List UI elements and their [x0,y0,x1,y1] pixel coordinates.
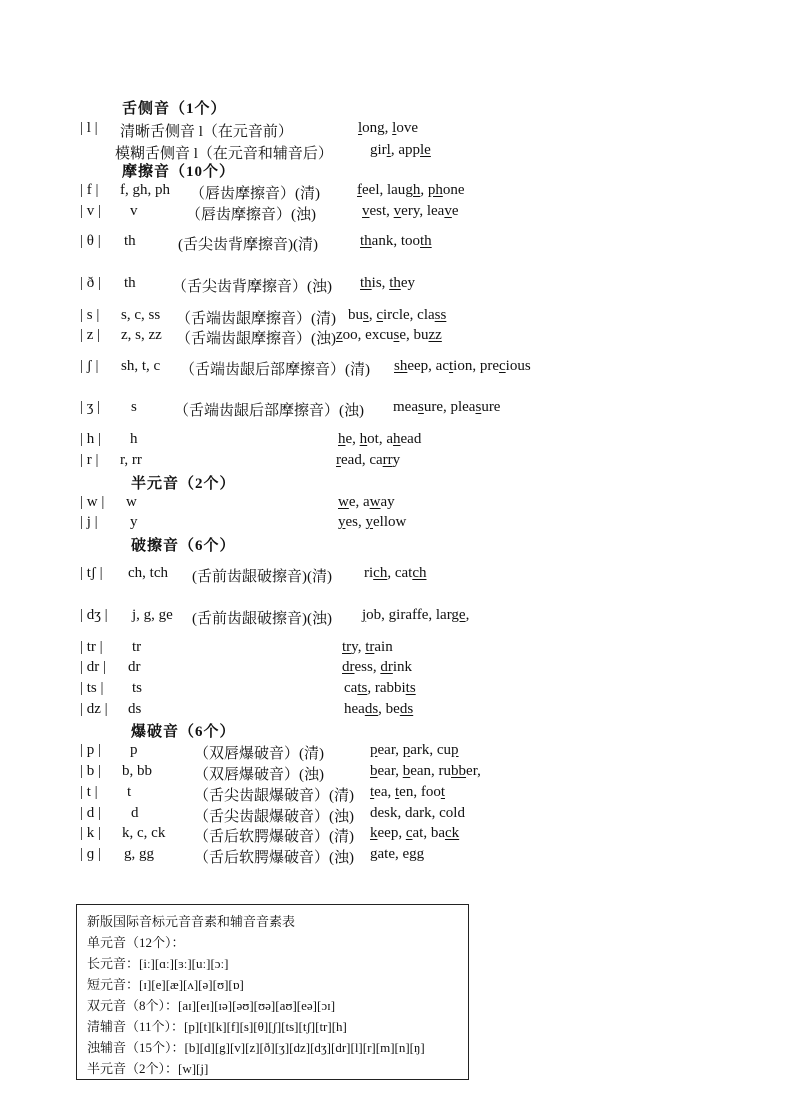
phoneme-description: （舌尖齿龈爆破音）(浊) [194,809,354,825]
phoneme-description: （舌端齿龈后部摩擦音）(浊) [174,403,364,419]
phoneme-description: （舌尖齿背摩擦音）(浊) [172,279,332,295]
phoneme-description: （舌后软腭爆破音）(浊) [194,850,354,866]
phoneme-examples: feel, laugh, phone [357,182,465,198]
phoneme-examples: this, they [360,275,416,291]
phoneme-symbol: | ɡ | [80,846,102,862]
box-long-vowels: 长元音：[iː][ɑː][ɜː][uː][ɔː] [87,956,229,971]
phoneme-examples: desk, dark, cold [370,805,465,821]
phoneme-examples: dress, drink [342,659,413,675]
heading-plosive: 爆破音（6个） [131,724,236,740]
phoneme-spelling: th [124,275,136,291]
phoneme-spelling: p [130,742,138,758]
heading-fricative: 摩擦音（10个） [122,164,236,180]
box-short-vowels: 短元音：[ɪ][e][æ][ʌ][ə][ʊ][ɒ] [87,977,244,992]
phoneme-examples: tea, ten, foot [370,784,445,800]
phoneme-examples: try, train [342,639,393,655]
phoneme-spelling: z, s, zz [121,327,162,343]
phoneme-symbol: | z | [80,327,101,343]
phoneme-description: (舌尖齿背摩擦音)(清) [178,237,318,253]
phoneme-symbol: | r | [80,452,99,468]
phoneme-spelling: 模糊舌侧音 l（在元音和辅音后） [115,146,333,162]
phoneme-symbol: | dʒ | [80,607,108,623]
phoneme-description: （双唇爆破音）(清) [194,746,324,762]
phoneme-symbol: | t | [80,784,98,800]
phoneme-examples: girl, apple [370,142,431,158]
phoneme-spelling: ts [132,680,143,696]
box-semivowels: 半元音（2个）：[w][j] [87,1061,209,1076]
phoneme-spelling: r, rr [120,452,142,468]
phoneme-spelling: d [131,805,139,821]
phoneme-examples: we, away [338,494,395,510]
phoneme-symbol: | dr | [80,659,107,675]
phoneme-spelling: 清晰舌侧音 l（在元音前） [120,124,293,140]
phoneme-symbol: | j | [80,514,98,530]
phoneme-examples: pear, park, cup [370,742,459,758]
phoneme-spelling: dr [128,659,141,675]
phoneme-examples: job, giraffe, large, [362,607,470,623]
phoneme-description: （舌后软腭爆破音）(清) [194,829,354,845]
phoneme-spelling: j, g, ge [132,607,173,623]
phoneme-spelling: k, c, ck [122,825,166,841]
phoneme-examples: vest, very, leave [362,203,459,219]
phoneme-description: (舌前齿龈破擦音)(浊) [192,611,332,627]
phoneme-spelling: b, bb [122,763,152,779]
phoneme-spelling: f, gh, ph [120,182,170,198]
phoneme-spelling: ds [128,701,142,717]
phoneme-symbol: | θ | [80,233,101,249]
phoneme-spelling: sh, t, c [121,358,161,374]
phoneme-spelling: t [127,784,132,800]
phoneme-examples: thank, tooth [360,233,432,249]
phoneme-spelling: y [130,514,138,530]
phoneme-spelling: ch, tch [128,565,168,581]
phoneme-description: （舌端齿龈摩擦音）(浊) [176,331,336,347]
phoneme-examples: gate, egg [370,846,425,862]
phoneme-symbol: | w | [80,494,105,510]
heading-affricate: 破擦音（6个） [131,538,236,554]
phoneme-symbol: | f | [80,182,99,198]
phoneme-symbol: | b | [80,763,102,779]
phoneme-examples: sheep, action, precious [394,358,531,374]
phoneme-symbol: | ʒ | [80,399,101,415]
phoneme-examples: measure, pleasure [393,399,501,415]
phoneme-symbol: | p | [80,742,102,758]
phoneme-description: （舌端齿龈摩擦音）(清) [176,311,336,327]
phoneme-description: （唇齿摩擦音）(清) [190,186,320,202]
heading-lateral: 舌侧音（1个） [122,101,227,117]
phoneme-symbol: | d | [80,805,102,821]
phoneme-description: （唇齿摩擦音）(浊) [186,207,316,223]
phoneme-symbol: | tʃ | [80,565,103,581]
phoneme-symbol: | ð | [80,275,102,291]
phoneme-spelling: v [130,203,138,219]
phoneme-symbol: | s | [80,307,100,323]
phoneme-description: （舌尖齿龈爆破音）(清) [194,788,354,804]
phoneme-spelling: g, gg [124,846,154,862]
phoneme-spelling: h [130,431,138,447]
phoneme-spelling: th [124,233,136,249]
phoneme-examples: bus, circle, class [348,307,447,323]
phoneme-description: （舌端齿龈后部摩擦音）(清) [180,362,370,378]
phoneme-symbol: | ʃ | [80,358,99,374]
phoneme-examples: rich, catch [364,565,427,581]
phoneme-examples: bear, bean, rubber, [370,763,481,779]
phoneme-symbol: | dz | [80,701,108,717]
phoneme-symbol: | tr | [80,639,103,655]
phoneme-summary-box [76,904,469,1080]
phoneme-examples: cats, rabbits [344,680,416,696]
heading-semivowel: 半元音（2个） [131,476,236,492]
box-voiced-consonants: 浊辅音（15个）：[b][d][g][v][z][ð][ʒ][dz][dʒ][dr][l][r][m][n][ŋ] [87,1040,425,1055]
phoneme-symbol: | k | [80,825,102,841]
phoneme-examples: read, carry [336,452,401,468]
phoneme-spelling: w [126,494,137,510]
phoneme-examples: long, love [358,120,419,136]
phoneme-examples: yes, yellow [338,514,407,530]
phoneme-symbol: | h | [80,431,102,447]
box-voiceless-consonants: 清辅音（11个）：[p][t][k][f][s][θ][ʃ][ts][tʃ][tr][h] [87,1019,347,1034]
phoneme-description: (舌前齿龈破擦音)(清) [192,569,332,585]
phoneme-examples: he, hot, ahead [338,431,422,447]
phoneme-examples: zoo, excuse, buzz [336,327,442,343]
phoneme-description: （双唇爆破音）(浊) [194,767,324,783]
phoneme-symbol: | ts | [80,680,104,696]
phoneme-examples: heads, beds [344,701,414,717]
phoneme-spelling: s [131,399,137,415]
phoneme-symbol: | v | [80,203,102,219]
phoneme-spelling: s, c, ss [121,307,161,323]
phoneme-symbol: | l | [80,120,98,136]
phoneme-examples: keep, cat, back [370,825,460,841]
box-monophthong: 单元音（12个）： [87,935,185,950]
box-diphthongs: 双元音（8个）：[aɪ][eɪ][ɪə][əʊ][ʊə][aʊ][eə][ɔɪ] [87,998,336,1013]
phoneme-spelling: tr [132,639,142,655]
box-title: 新版国际音标元音音素和辅音音素表 [87,914,296,929]
